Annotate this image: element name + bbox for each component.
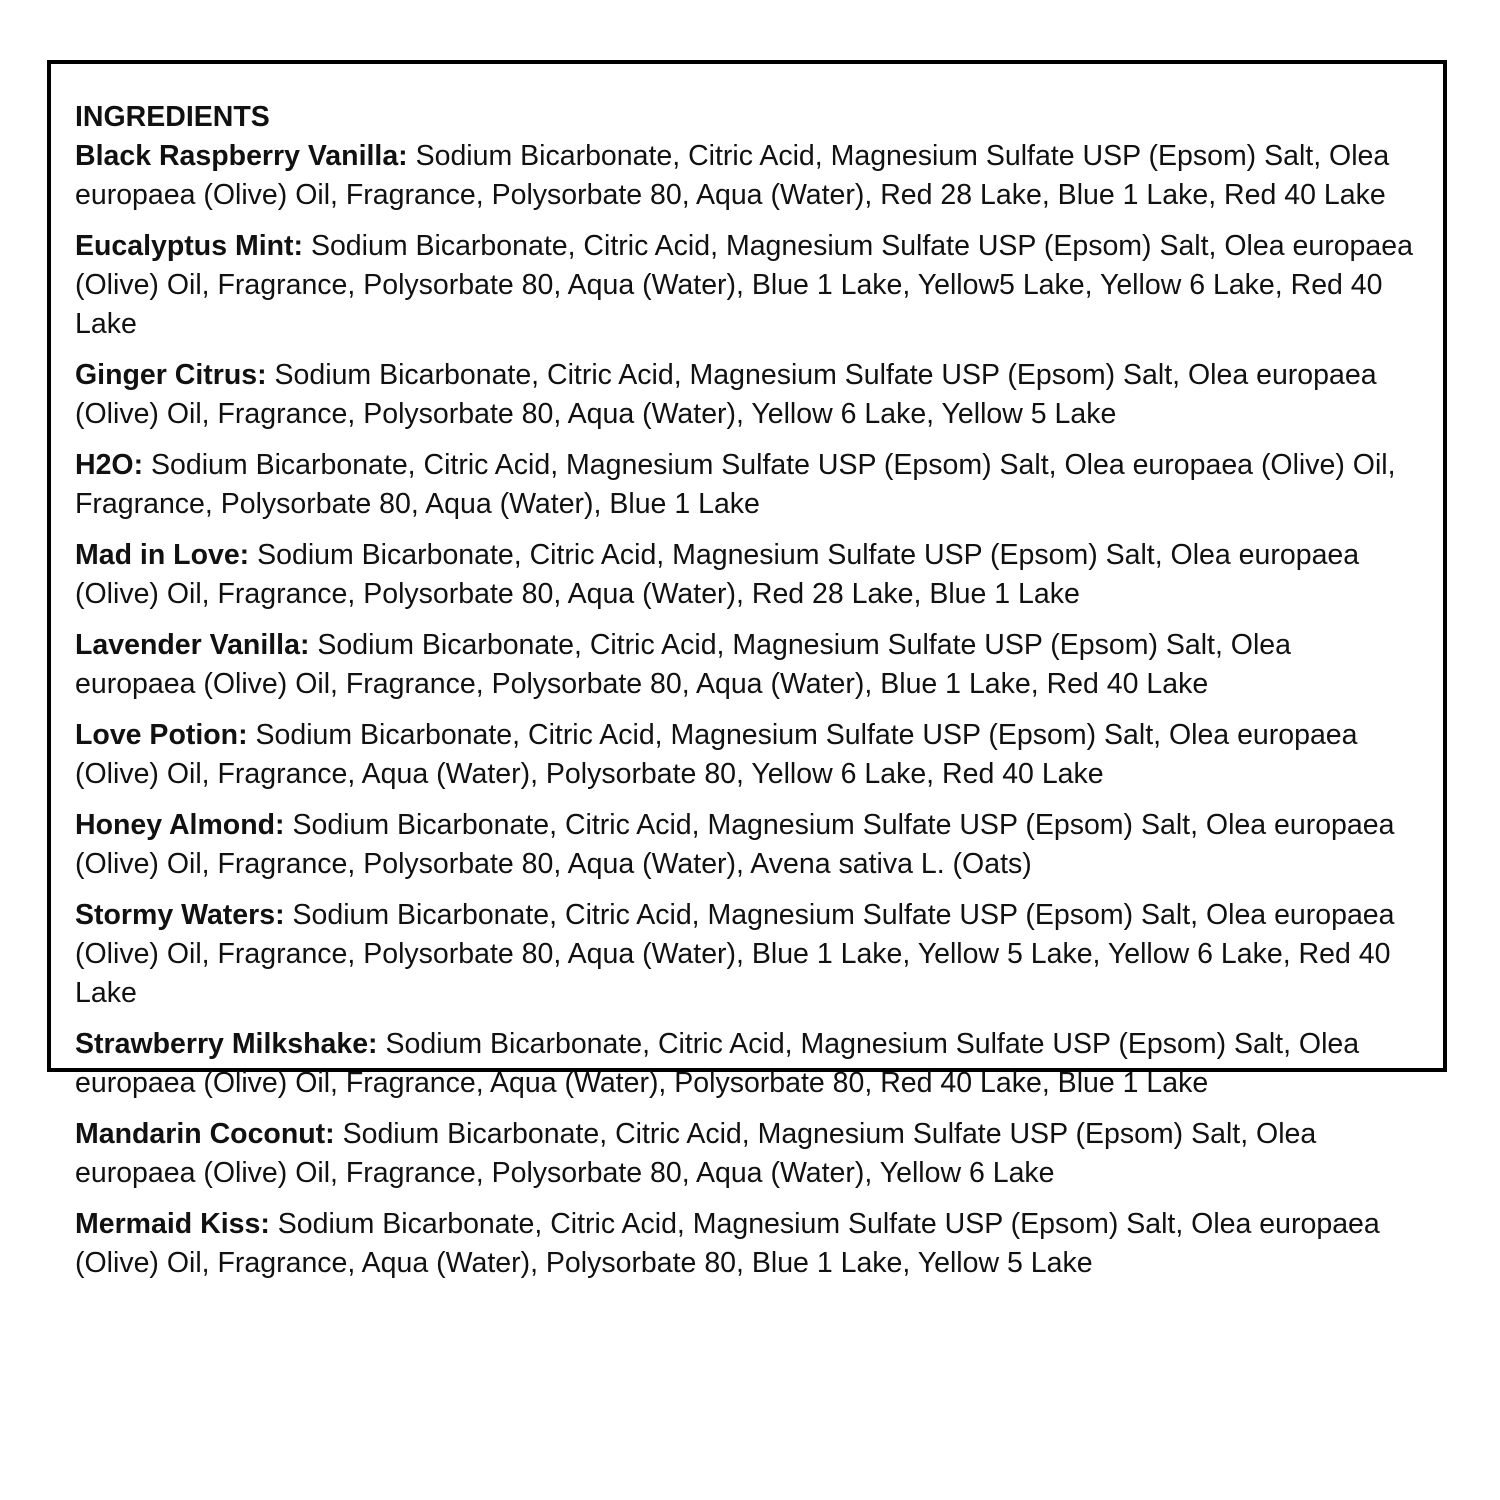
scent-name: Love Potion: [75, 719, 248, 751]
scent-name: H2O: [75, 449, 144, 481]
ingredient-entry [75, 1205, 1417, 1283]
ingredient-list: Sodium Bicarbonate, Citric Acid, Magnesium Sulfate USP (Epsom) Salt, Olea europaea (Olive) Oil, Fragrance, Aqua (Water), Polysorbate 80, Blue 1 Lake, Yellow 5 Lake [75, 1208, 1380, 1279]
ingredient-list: Sodium Bicarbonate, Citric Acid, Magnesium Sulfate USP (Epsom) Salt, Olea europaea (Olive) Oil, Fragrance, Polysorbate 80, Aqua (Water), Red 28 Lake, Blue 1 Lake [75, 539, 1360, 610]
scent-name: Mad in Love: [75, 539, 250, 571]
scent-name: Lavender Vanilla: [75, 629, 310, 661]
ingredient-entry [75, 536, 1417, 614]
scent-name: Eucalyptus Mint: [75, 230, 304, 262]
ingredient-list: Sodium Bicarbonate, Citric Acid, Magnesium Sulfate USP (Epsom) Salt, Olea europaea (Olive) Oil, Fragrance, Polysorbate 80, Aqua (Water), Blue 1 Lake, Red 40 Lake [75, 629, 1292, 700]
ingredient-list: Sodium Bicarbonate, Citric Acid, Magnesium Sulfate USP (Epsom) Salt, Olea europaea (Olive) Oil, Fragrance, Polysorbate 80, Aqua (Water), Blue 1 Lake, Yellow 5 Lake, Yellow 6 Lake, Red 40 Lake [75, 899, 1395, 1009]
scent-name: Mandarin Coconut: [75, 1118, 335, 1150]
ingredient-entry [75, 227, 1417, 344]
ingredient-entry [75, 137, 1417, 215]
ingredient-list: Sodium Bicarbonate, Citric Acid, Magnesium Sulfate USP (Epsom) Salt, Olea europaea (Olive) Oil, Fragrance, Polysorbate 80, Aqua (Water), Avena sativa L. (Oats) [75, 809, 1395, 880]
ingredients-heading: INGREDIENTS [75, 101, 270, 133]
ingredient-list: Sodium Bicarbonate, Citric Acid, Magnesium Sulfate USP (Epsom) Salt, Olea europaea (Olive) Oil, Fragrance, Polysorbate 80, Aqua (Water), Yellow 6 Lake, Yellow 5 Lake [75, 359, 1377, 430]
ingredient-entry [75, 1115, 1417, 1193]
scent-name: Strawberry Milkshake: [75, 1028, 378, 1060]
scent-name: Mermaid Kiss: [75, 1208, 270, 1240]
ingredients-panel [47, 60, 1447, 1279]
ingredient-list: Sodium Bicarbonate, Citric Acid, Magnesium Sulfate USP (Epsom) Salt, Olea europaea (Olive) Oil, Fragrance, Polysorbate 80, Aqua (Water), Blue 1 Lake, Yellow5 Lake, Yellow 6 Lake, Red 40 Lake [75, 230, 1413, 340]
ingredient-list: Sodium Bicarbonate, Citric Acid, Magnesium Sulfate USP (Epsom) Salt, Olea europaea (Olive) Oil, Fragrance, Aqua (Water), Polysorbate 80, Yellow 6 Lake, Red 40 Lake [75, 719, 1358, 790]
ingredient-list: Sodium Bicarbonate, Citric Acid, Magnesium Sulfate USP (Epsom) Salt, Olea europaea (Olive) Oil, Fragrance, Polysorbate 80, Aqua (Water), Blue 1 Lake [75, 449, 1396, 520]
ingredient-entry [75, 1025, 1417, 1103]
scent-name: Stormy Waters: [75, 899, 285, 931]
ingredient-list: Sodium Bicarbonate, Citric Acid, Magnesium Sulfate USP (Epsom) Salt, Olea europaea (Olive) Oil, Fragrance, Polysorbate 80, Aqua (Water), Red 28 Lake, Blue 1 Lake, Red 40 Lake [75, 140, 1390, 211]
ingredient-entry [75, 626, 1417, 704]
ingredient-list: Sodium Bicarbonate, Citric Acid, Magnesium Sulfate USP (Epsom) Salt, Olea europaea (Olive) Oil, Fragrance, Aqua (Water), Polysorbate 80, Red 40 Lake, Blue 1 Lake [75, 1028, 1360, 1099]
scent-name: Ginger Citrus: [75, 359, 267, 391]
ingredient-entry [75, 356, 1417, 434]
ingredient-entry [75, 716, 1417, 794]
scent-name: Black Raspberry Vanilla: [75, 140, 408, 172]
ingredient-entry [75, 896, 1417, 1013]
ingredient-entry [75, 446, 1417, 524]
scent-name: Honey Almond: [75, 809, 285, 841]
ingredient-list: Sodium Bicarbonate, Citric Acid, Magnesium Sulfate USP (Epsom) Salt, Olea europaea (Olive) Oil, Fragrance, Polysorbate 80, Aqua (Water), Yellow 6 Lake [75, 1118, 1317, 1189]
ingredient-entry [75, 806, 1417, 884]
